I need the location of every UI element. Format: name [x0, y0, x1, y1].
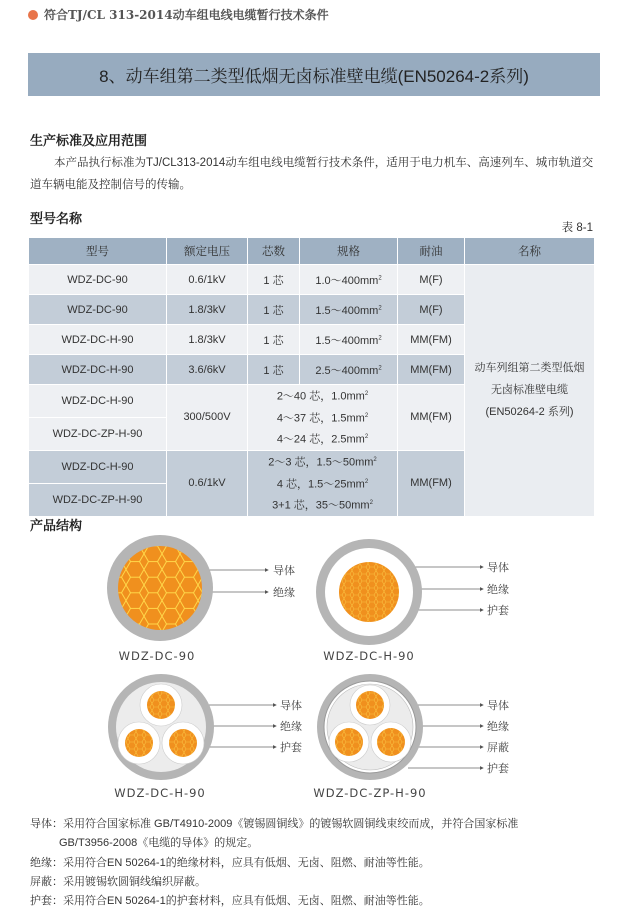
cell-oil: MM(FM) — [398, 385, 465, 451]
diagram-wdz-dc-h-90-multicore — [108, 674, 214, 780]
model-table — [28, 237, 595, 517]
desc-insulation: 绝缘：采用符合EN 50264-1的绝缘材料，应具有低烟、无卤、阻燃、耐油等性能。 — [30, 857, 430, 869]
caption: WDZ-DC-H-90 — [323, 649, 415, 663]
desc-conductor: 导体：采用符合国家标准 GB/T4910-2009《镀锡圆铜线》的镀锡软圆铜线束绞而成，并符合国家标准 — [30, 818, 519, 830]
cell-spec: $1.5\sim 400mm^2$ — [300, 295, 398, 325]
cell-model: WDZ-DC-ZP-H-90 — [29, 417, 167, 450]
models-heading: 型号名称 — [30, 211, 83, 226]
scope-heading: 生产标准及应用范围 — [30, 133, 148, 148]
col-header: 芯数 — [248, 238, 300, 265]
bullet-icon — [28, 10, 38, 20]
col-header: 规格 — [300, 238, 398, 265]
section-banner — [28, 53, 600, 96]
cell-model: WDZ-DC-H-90 — [29, 385, 167, 418]
cell-spec: $2.5\sim 400mm^2$ — [300, 355, 398, 385]
label-conductor: 导体 — [487, 699, 509, 712]
cell-model: WDZ-DC-H-90 — [29, 325, 167, 355]
table-header-row — [29, 238, 595, 265]
col-header: 名称 — [465, 238, 595, 265]
label-sheath: 护套 — [280, 741, 302, 754]
cell-oil: M(F) — [398, 265, 465, 295]
desc-conductor-cont: GB/T3956-2008《电缆的导体》的规定。 — [59, 837, 259, 849]
cell-spec: $1.0\sim 400mm^2$ — [300, 265, 398, 295]
table-number: 表 8-1 — [561, 222, 593, 234]
diagram-wdz-dc-h-90 — [316, 539, 422, 645]
diagram-wdz-dc-90 — [107, 535, 213, 641]
cell-model: WDZ-DC-ZP-H-90 — [29, 483, 167, 516]
running-title: 符合TJ/CL 313-2014动车组电线电缆暂行技术条件 — [44, 8, 329, 22]
running-header — [28, 6, 329, 23]
label-conductor: 导体 — [273, 564, 295, 577]
cell-spec: 2～3 芯，$1.5\sim 50mm^2$ 4 芯，$1.5\sim 25mm^2$ 3+1 芯，$35\sim 50mm^2$ — [248, 450, 398, 516]
label-insulation: 绝缘 — [487, 583, 509, 596]
caption: WDZ-DC-ZP-H-90 — [313, 786, 427, 800]
cell-voltage: 300/500V — [167, 385, 248, 451]
label-conductor: 导体 — [280, 699, 302, 712]
label-sheath: 护套 — [487, 604, 509, 617]
cell-cores: 1 芯 — [248, 265, 300, 295]
caption: WDZ-DC-90 — [118, 649, 196, 663]
cell-spec: $1.5\sim 400mm^2$ — [300, 325, 398, 355]
label-insulation: 绝缘 — [487, 720, 509, 733]
desc-sheath: 护套：采用符合EN 50264-1的护套材料，应具有低烟、无卤、阻燃、耐油等性能。 — [30, 895, 430, 907]
diagram-wdz-dc-zp-h-90 — [317, 674, 423, 780]
cell-oil: MM(FM) — [398, 450, 465, 516]
col-header: 额定电压 — [167, 238, 248, 265]
cell-cores: 1 芯 — [248, 355, 300, 385]
scope-text: 本产品执行标准为TJ/CL313-2014动车组电线电缆暂行技术条件，适用于电力机车、高速列车、城市轨道交道车辆电能及控制信号的传输。 — [30, 157, 594, 191]
section-title: 8、动车组第二类型低烟无卤标准壁电缆(EN50264-2系列) — [99, 67, 529, 86]
label-conductor: 导体 — [487, 561, 509, 574]
label-insulation: 绝缘 — [280, 720, 302, 733]
cell-model: WDZ-DC-90 — [29, 265, 167, 295]
label-insulation: 绝缘 — [273, 586, 295, 599]
cell-cores: 1 芯 — [248, 295, 300, 325]
cell-voltage: 1.8/3kV — [167, 325, 248, 355]
cell-model: WDZ-DC-H-90 — [29, 450, 167, 483]
col-header: 耐油 — [398, 238, 465, 265]
cell-model: WDZ-DC-H-90 — [29, 355, 167, 385]
cell-voltage: 1.8/3kV — [167, 295, 248, 325]
cell-spec: 2～40 芯，$1.0mm^2$ 4～37 芯，$1.5mm^2$ 4～24 芯，$2.5mm^2$ — [248, 385, 398, 451]
cell-voltage: 0.6/1kV — [167, 450, 248, 516]
cell-cores: 1 芯 — [248, 325, 300, 355]
cable-structure-diagrams — [0, 530, 623, 810]
label-shield: 屏蔽 — [487, 741, 509, 754]
cell-model: WDZ-DC-90 — [29, 295, 167, 325]
caption: WDZ-DC-H-90 — [114, 786, 206, 800]
desc-shield: 屏蔽：采用镀锡软圆铜线编织屏蔽。 — [30, 876, 206, 888]
cell-name: 动车列组第二类型低烟 无卤标准壁电缆 (EN50264-2 系列) — [465, 265, 595, 517]
cell-oil: MM(FM) — [398, 325, 465, 355]
cell-voltage: 0.6/1kV — [167, 265, 248, 295]
cell-voltage: 3.6/6kV — [167, 355, 248, 385]
structure-heading: 产品结构 — [30, 518, 83, 533]
label-sheath: 护套 — [487, 762, 509, 775]
cell-oil: MM(FM) — [398, 355, 465, 385]
table-row — [29, 265, 595, 295]
col-header: 型号 — [29, 238, 167, 265]
cell-oil: M(F) — [398, 295, 465, 325]
